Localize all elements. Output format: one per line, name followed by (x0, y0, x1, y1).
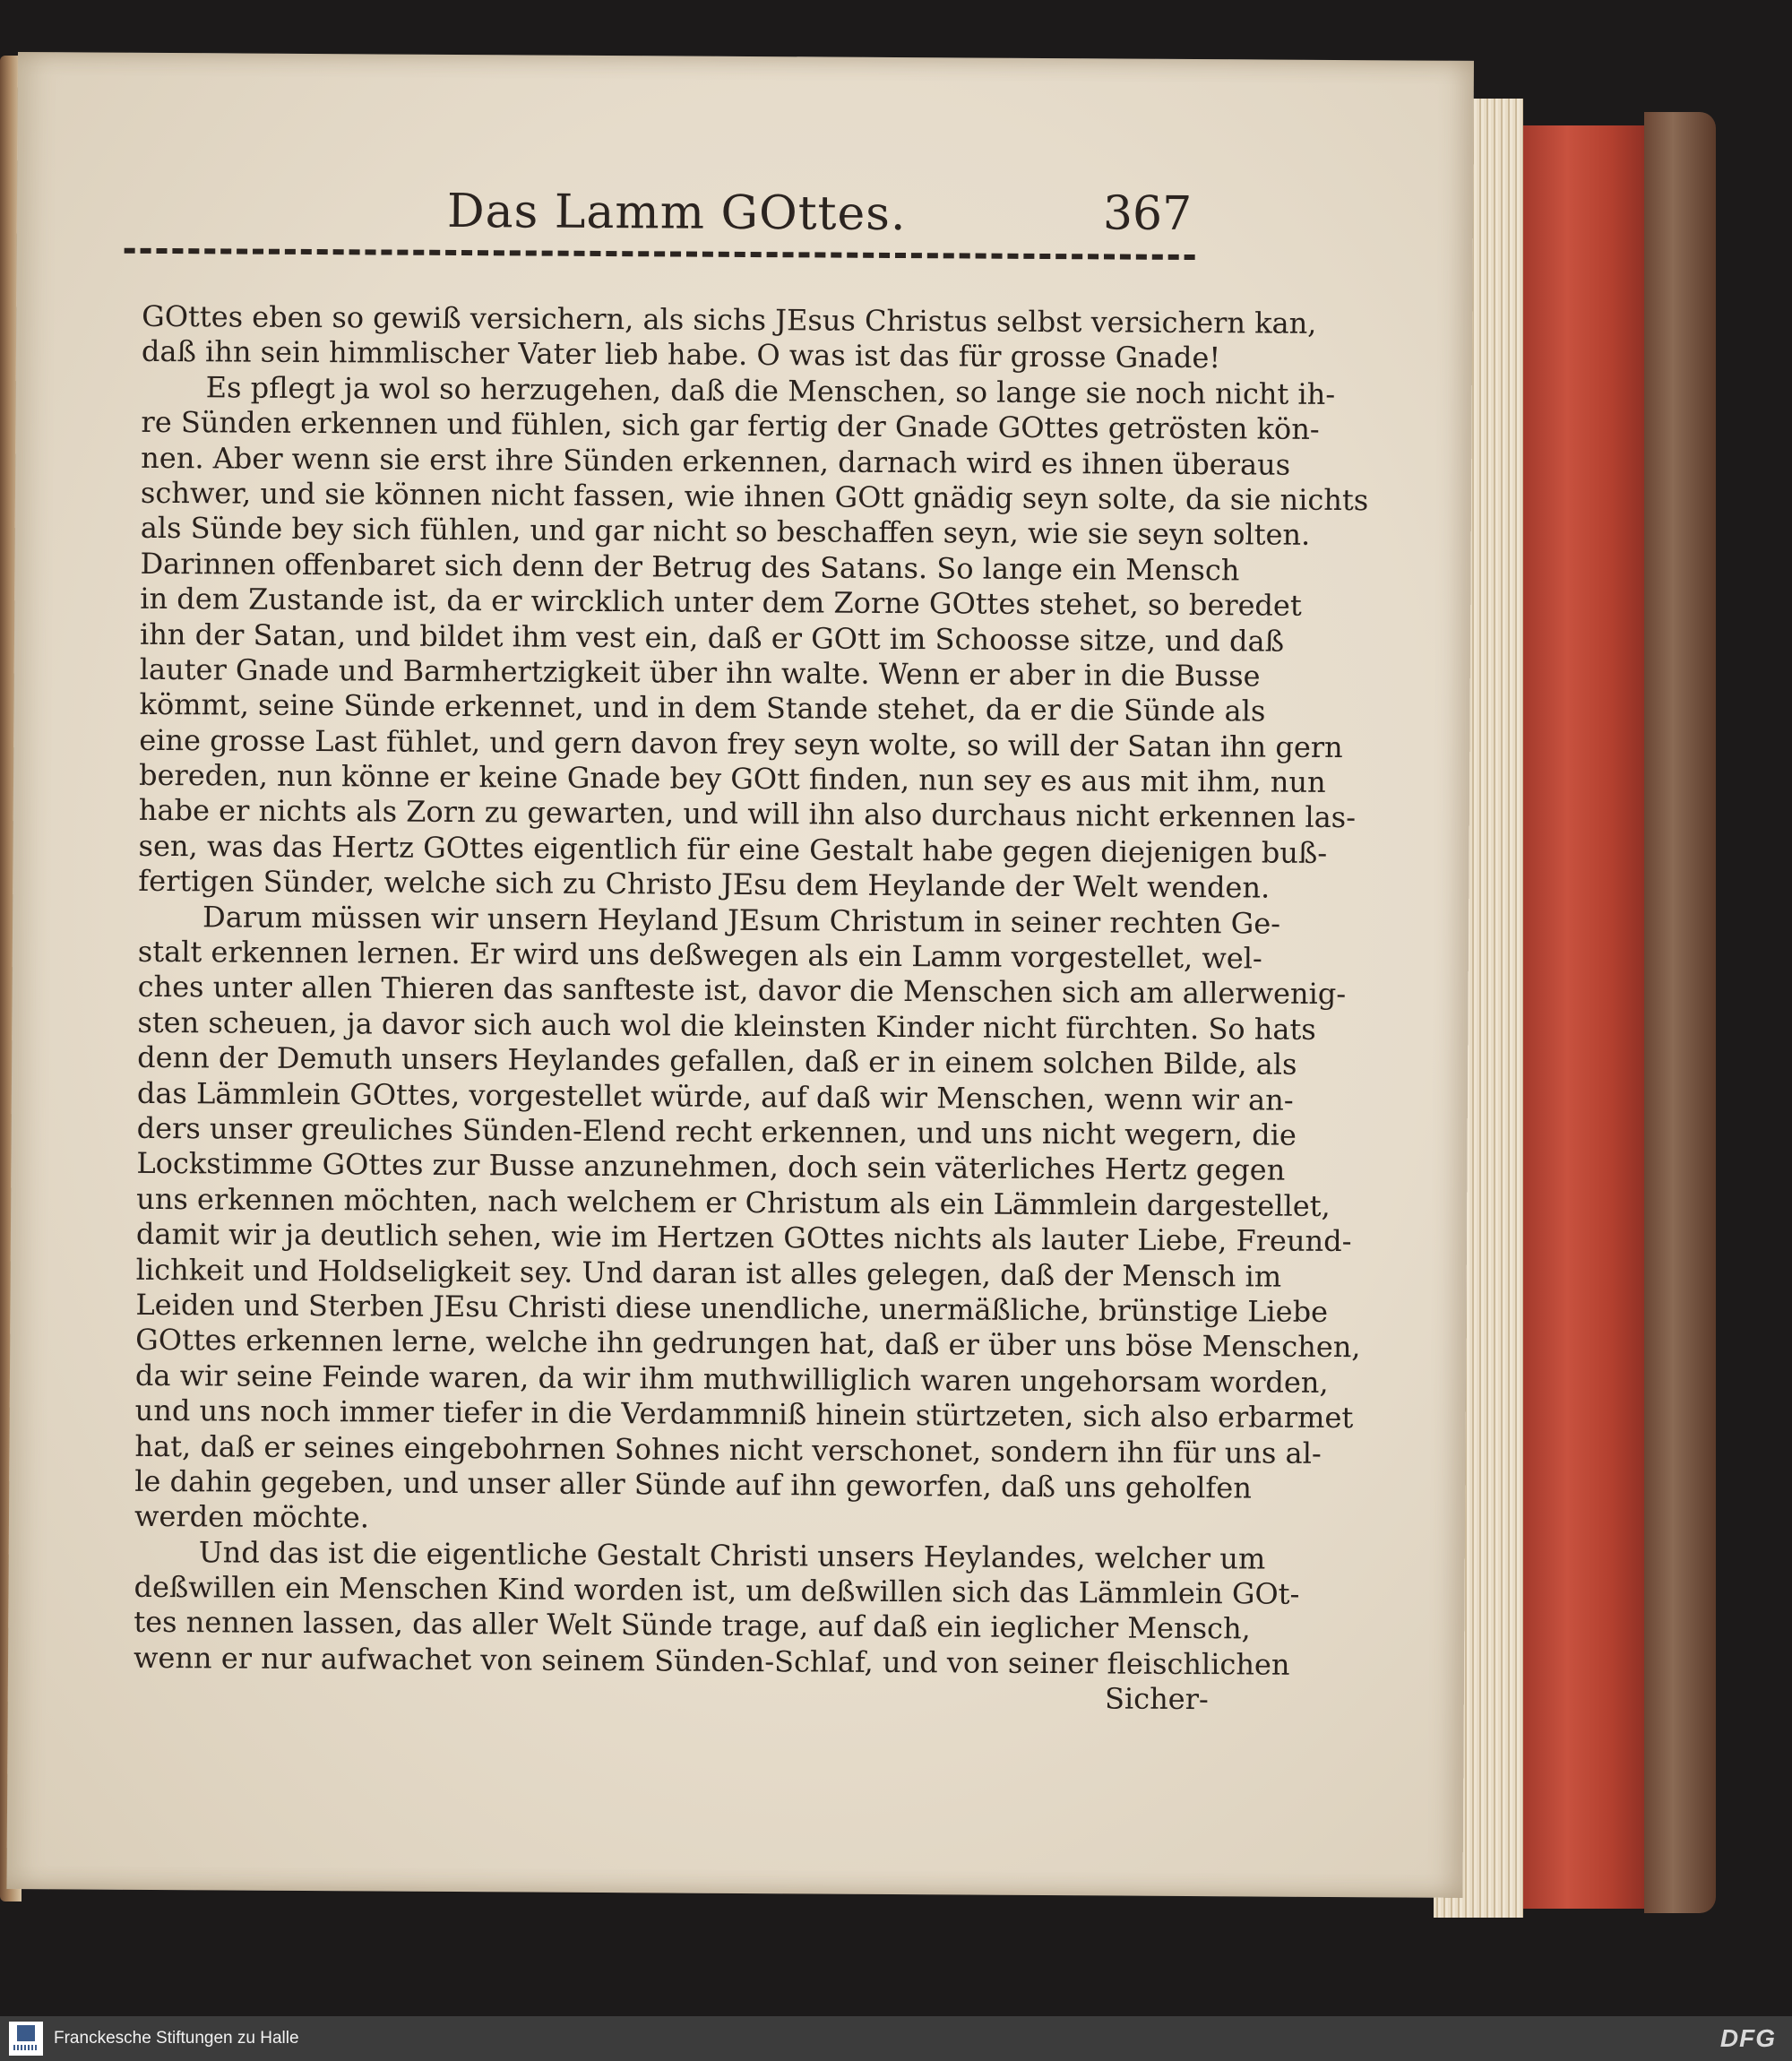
text-line: kömmt, seine Sünde erkennet, und in dem Stande stehet, da er die Sünde als (139, 687, 1266, 729)
text-line: in dem Zustande ist, da er wircklich unter dem Zorne GOttes stehet, so beredet (140, 581, 1302, 623)
text-line: GOttes erkennen lerne, welche ihn gedrungen hat, daß er über uns böse Menschen, (135, 1323, 1361, 1365)
text-line: fertigen Sünder, welche sich zu Christo JEsu dem Heylande der Welt wenden. (138, 864, 1271, 905)
text-line: habe er nichts als Zorn zu gewarten, und will ihn also durchaus nicht erkennen las- (138, 793, 1357, 835)
text-line: Darum müssen wir unsern Heyland JEsum Christum in seiner rechten Ge- (202, 899, 1281, 941)
text-line: Es pflegt ja wol so herzugehen, daß die Menschen, so lange sie noch nicht ih- (205, 370, 1336, 411)
red-cut-edge (1523, 125, 1649, 1909)
text-line: lauter Gnade und Barmhertzigkeit über ihn walte. Wenn er aber in die Busse (139, 651, 1261, 694)
catchword: Sicher- (1104, 1681, 1209, 1717)
text-line: le dahin gegeben, und unser aller Sünde auf ihn geworfen, daß uns geholfen (134, 1463, 1252, 1505)
text-line: Und das ist die eigentliche Gestalt Christi unsers Heylandes, welcher um (198, 1534, 1266, 1576)
text-line: uns erkennen möchten, nach welchem er Christum als ein Lämmlein dargestellet, (136, 1181, 1331, 1223)
text-line: stalt erkennen lernen. Er wird uns deßwegen als ein Lamm vorgestellet, wel- (137, 934, 1262, 976)
text-line: wenn er nur aufwachet von seinem Sünden-Schlaf, und von seiner fleischlichen (133, 1640, 1290, 1682)
text-line: deßwillen ein Menschen Kind worden ist, um deßwillen sich das Lämmlein GOt- (134, 1569, 1300, 1611)
text-line: ches unter allen Thieren das sanfteste ist, davor die Menschen sich am allerwenig- (137, 970, 1347, 1012)
text-line: als Sünde bey sich fühlen, und gar nicht so beschaffen seyn, wie sie seyn solten. (140, 511, 1311, 553)
book-cover (1644, 112, 1716, 1913)
text-line: ders unser greuliches Sünden-Elend recht erkennen, und uns nicht wegern, die (136, 1110, 1297, 1152)
text-line: daß ihn sein himmlischer Vater lieb habe. O was ist das für grosse Gnade! (141, 334, 1221, 375)
text-line: ihn der Satan, und bildet ihm vest ein, daß er GOtt im Schoosse sitze, und daß (139, 617, 1285, 659)
text-line: sen, was das Hertz GOttes eigentlich für eine Gestalt habe gegen diejenigen buß- (138, 828, 1328, 870)
text-line: eine grosse Last fühlet, und gern davon frey seyn wolte, so will der Satan ihn gern (139, 722, 1343, 764)
text-line: re Sünden erkennen und fühlen, sich gar fertig der Gnade GOttes getrösten kön- (141, 405, 1320, 447)
page-number: 367 (1102, 186, 1193, 242)
running-title: Das Lamm GOttes. (446, 184, 907, 242)
text-line: sten scheuen, ja davor sich auch wol die kleinsten Kinder nicht fürchten. So hats (137, 1005, 1316, 1047)
text-line: Darinnen offenbaret sich denn der Betrug des Satans. So lange ein Mensch (140, 546, 1240, 588)
text-line: das Lämmlein GOttes, vorgestellet würde, auf daß wir Menschen, wenn wir an- (136, 1075, 1294, 1117)
text-line: da wir seine Feinde waren, da wir ihm muthwilliglich waren ungehorsam worden, (134, 1358, 1329, 1400)
viewer-footer (0, 2016, 1792, 2061)
text-line: lichkeit und Holdseligkeit sey. Und daran ist alles gelegen, daß der Mensch im (135, 1252, 1282, 1294)
institution-name[interactable]: Franckesche Stiftungen zu Halle (54, 2029, 299, 2048)
text-line: Leiden und Sterben JEsu Christi diese unendliche, unermäßliche, brünstige Liebe (135, 1287, 1329, 1329)
text-line: Lockstimme GOttes zur Busse anzunehmen, doch sein väterliches Hertz gegen (136, 1146, 1286, 1188)
text-line: bereden, nun könne er keine Gnade bey GOtt finden, nun sey es aus mit ihm, nun (138, 757, 1326, 800)
text-line: schwer, und sie können nicht fassen, wie ihnen GOtt gnädig seyn solte, da sie nichts (140, 475, 1369, 518)
book-page (6, 52, 1473, 1898)
text-line: GOttes eben so gewiß versichern, als sichs JEsus Christus selbst versichern kan, (142, 298, 1317, 341)
text-line: tes nennen lassen, das aller Welt Sünde trage, auf daß ein ieglicher Mensch, (134, 1605, 1251, 1646)
dfg-logo[interactable]: DFG (1719, 2024, 1776, 2052)
text-line: denn der Demuth unsers Heylandes gefallen, daß er in einem solchen Bilde, als (137, 1040, 1297, 1082)
text-line: nen. Aber wenn sie erst ihre Sünden erkennen, darnach wird es ihnen überaus (141, 440, 1291, 482)
institution-logo-icon[interactable] (9, 2022, 43, 2056)
text-line: und uns noch immer tiefer in die Verdammniß hinein stürtzeten, sich also erbarmet (134, 1393, 1354, 1436)
text-line: damit wir ja deutlich sehen, wie im Hertzen GOttes nichts als lauter Liebe, Freund- (135, 1216, 1352, 1259)
body-text (133, 298, 1369, 1718)
text-line: werden möchte. (134, 1499, 370, 1535)
text-line: hat, daß er seines eingebohrnen Sohnes nicht verschonet, sondern ihn für uns al- (134, 1428, 1322, 1470)
